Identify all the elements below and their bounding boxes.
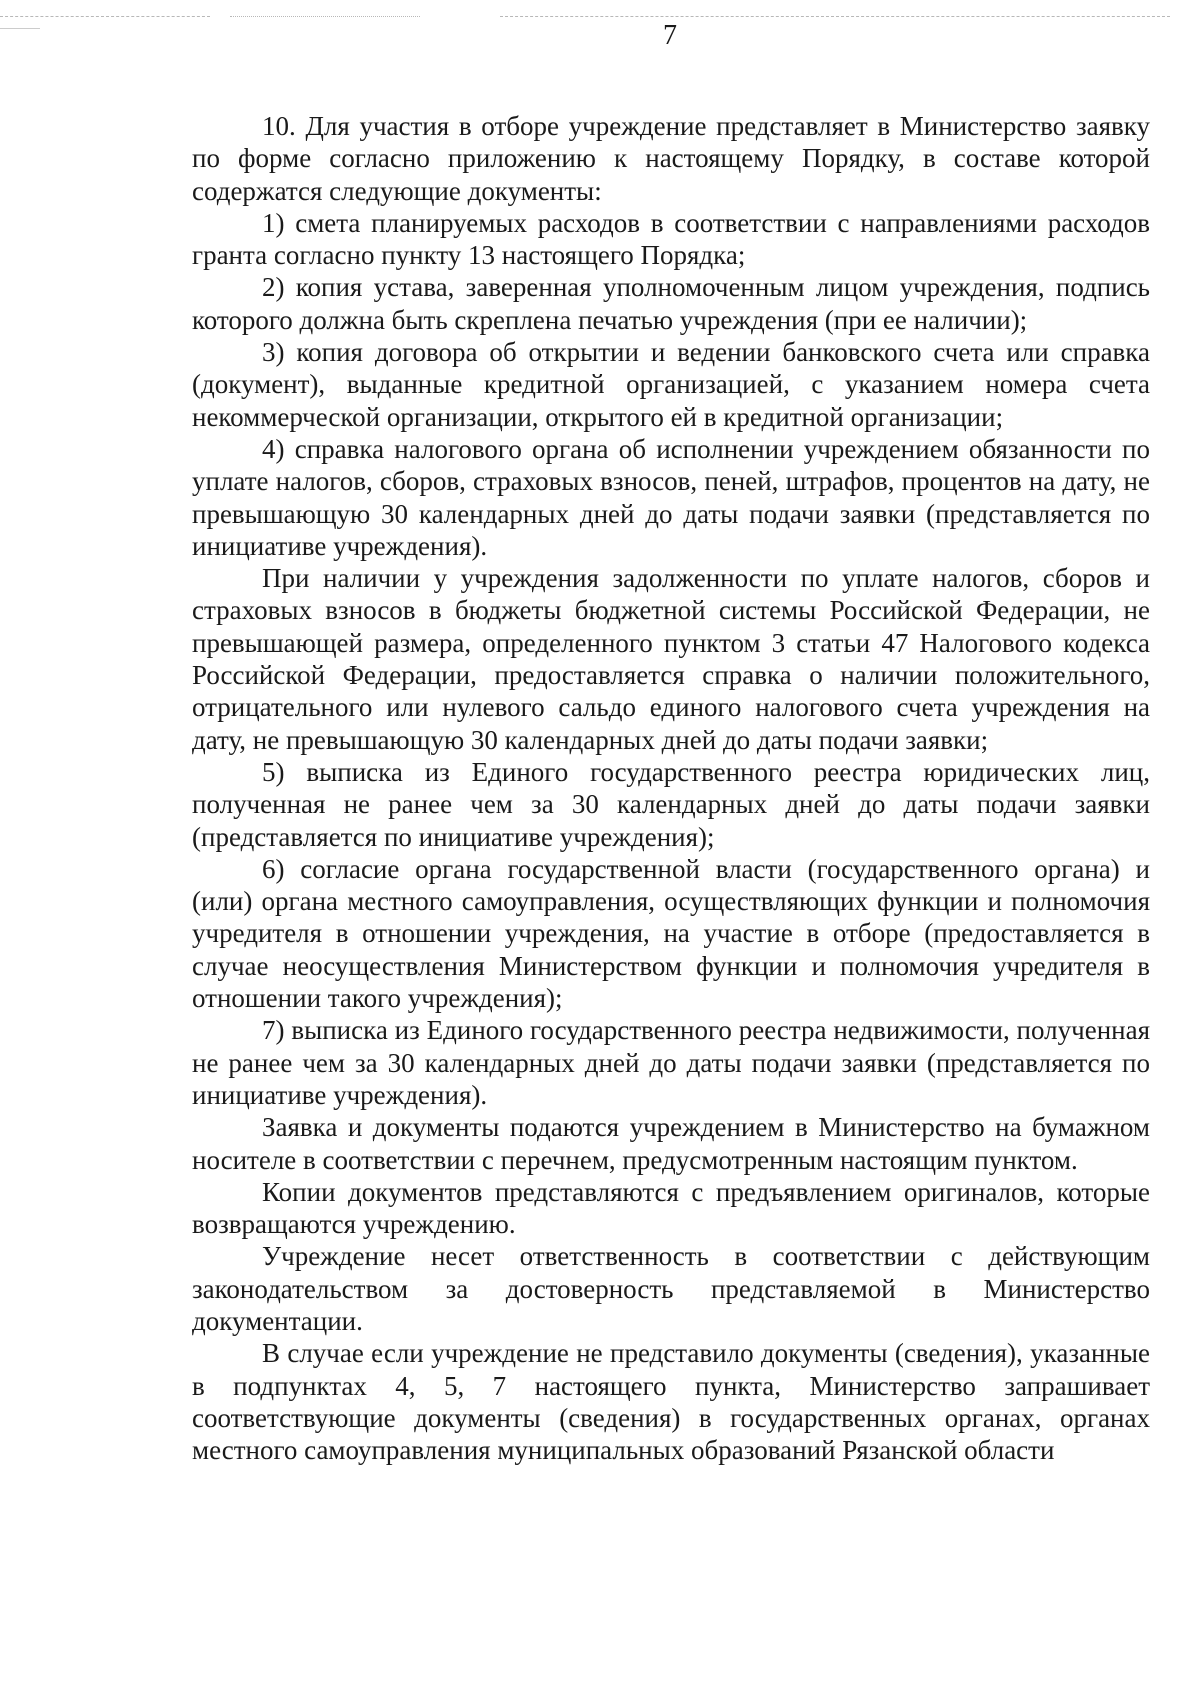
- document-body: [192, 110, 1150, 1466]
- scan-artifact-line: [500, 16, 1170, 17]
- paragraph-requests: В случае если учреждение не представило документы (сведения), указанные в подпунктах 4, 5, 7 настоящего пункта, Министерство запрашивает соответствующие документы (сведения) в государственных органах, органах местного самоуправления муниципальных образований Рязанской области: [192, 1338, 1150, 1466]
- paragraph-debt-note: При наличии у учреждения задолженности по уплате налогов, сборов и страховых взносов в бюджеты бюджетной системы Российской Федерации, не превышающей размера, определенного пунктом 3 статьи 47 Налогового кодекса Российской Федерации, предоставляется справка о наличии положительного, отрицательного или нулевого сальдо единого налогового счета учреждения на дату, не превышающую 30 календарных дней до даты подачи заявки;: [192, 563, 1150, 755]
- paragraph-subitem-2: 2) копия устава, заверенная уполномоченным лицом учреждения, подпись которого должна быть скреплена печатью учреждения (при ее наличии);: [192, 272, 1150, 335]
- paragraph-submission: Заявка и документы подаются учреждением в Министерство на бумажном носителе в соответствии с перечнем, предусмотренным настоящим пунктом.: [192, 1112, 1150, 1175]
- paragraph-subitem-3: 3) копия договора об открытии и ведении банковского счета или справка (документ), выданные кредитной организацией, с указанием номера счета некоммерческой организации, открытого ей в кредитной организации;: [192, 337, 1150, 432]
- page-number: 7: [663, 20, 677, 51]
- paragraph-responsibility: Учреждение несет ответственность в соответствии с действующим законодательством за достоверность представляемой в Министерство документации.: [192, 1241, 1150, 1336]
- scan-artifact-line: [230, 16, 420, 17]
- scan-artifact-line: [0, 16, 210, 17]
- paragraph-subitem-7: 7) выписка из Единого государственного реестра недвижимости, полученная не ранее чем за 30 календарных дней до даты подачи заявки (представляется по инициативе учреждения).: [192, 1015, 1150, 1110]
- paragraph-copies: Копии документов представляются с предъявлением оригиналов, которые возвращаются учреждению.: [192, 1176, 1150, 1240]
- paragraph-subitem-6: 6) согласие органа государственной власти (государственного органа) и (или) органа местного самоуправления, осуществляющих функции и полномочия учредителя в отношении учреждения, на участие в отборе (предоставляется в случае неосуществления Министерством функции и полномочия учредителя в отношении такого учреждения);: [192, 853, 1150, 1014]
- paragraph-subitem-5: 5) выписка из Единого государственного реестра юридических лиц, полученная не ранее чем за 30 календарных дней до даты подачи заявки (представляется по инициативе учреждения);: [192, 756, 1150, 852]
- paragraph-subitem-4: 4) справка налогового органа об исполнении учреждением обязанности по уплате налогов, сборов, страховых взносов, пеней, штрафов, процентов на дату, не превышающую 30 календарных дней до даты подачи заявки (представляется по инициативе учреждения).: [192, 433, 1150, 561]
- paragraph-subitem-1: 1) смета планируемых расходов в соответствии с направлениями расходов гранта согласно пункту 13 настоящего Порядка;: [192, 207, 1150, 271]
- paragraph-item-10: 10. Для участия в отборе учреждение представляет в Министерство заявку по форме согласно приложению к настоящему Порядку, в составе которой содержатся следующие документы:: [192, 111, 1150, 206]
